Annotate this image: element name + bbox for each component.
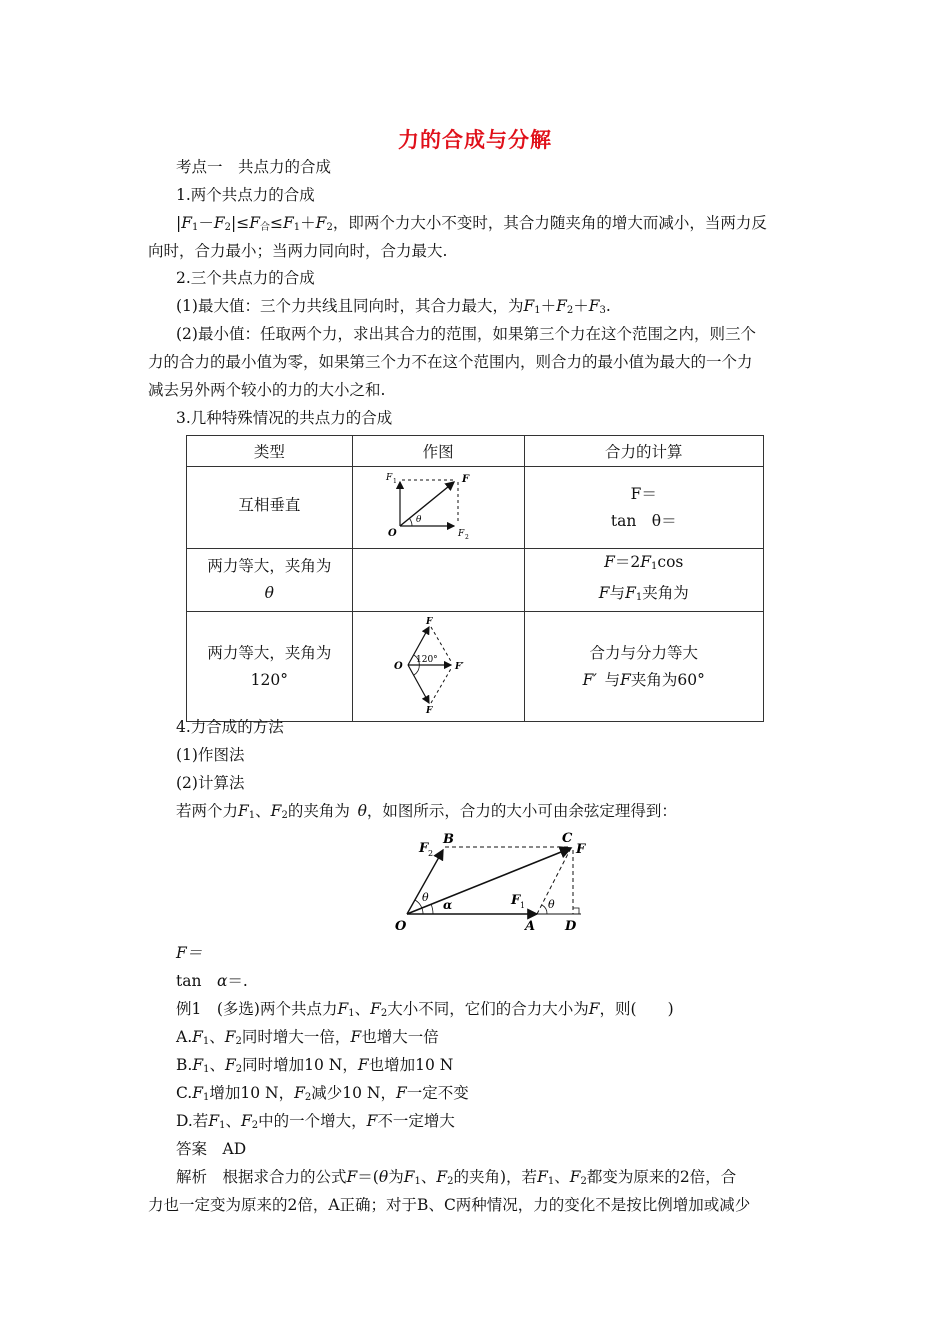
subheading-1: 1.两个共点力的合成 xyxy=(176,186,315,204)
special-cases-table xyxy=(186,435,764,722)
label-f: F xyxy=(576,842,586,857)
row2-calc: $F=2F_1\cos$ F与$F_1$夹角为 xyxy=(524,549,764,612)
table-header-diagram: 作图 xyxy=(352,436,524,467)
label-f-bottom: F xyxy=(426,705,433,715)
perpendicular-forces-diagram xyxy=(378,468,498,544)
row3-diagram xyxy=(352,612,524,722)
row1-type: 互相垂直 xyxy=(187,467,353,549)
row1-calc: F＝ tan θ＝ xyxy=(524,467,764,549)
table-row xyxy=(187,467,764,549)
table-row xyxy=(187,612,764,722)
paragraph-4: 若两个力$F_1$、$F_2$的夹角为 θ，如图所示，合力的大小可由余弦定理得到： xyxy=(176,802,677,821)
row3-calc: 合力与分力等大 F′ 与F夹角为60° xyxy=(524,612,764,722)
label-a: A xyxy=(525,919,536,934)
paragraph-1-line-2: 向时，合力最小；当两力同向时，合力最大. xyxy=(148,242,448,260)
label-theta-1: θ xyxy=(422,891,429,904)
paragraph-2-2-line-2: 力的合力的最小值为零，如果第三个力不在这个范围内，则合力的最小值为最大的一个力 xyxy=(148,353,753,371)
label-f1: F xyxy=(386,472,393,483)
subheading-3: 3.几种特殊情况的共点力的合成 xyxy=(176,409,393,427)
parallelogram-diagram xyxy=(385,826,595,936)
subheading-4: 4.力合成的方法 xyxy=(176,718,284,736)
option-d: D.若$F_1$、$F_2$中的一个增大，F不一定增大 xyxy=(176,1112,455,1131)
label-angle: 120° xyxy=(416,654,438,665)
row1-diagram xyxy=(352,467,524,549)
svg-text:2: 2 xyxy=(428,849,434,858)
svg-text:2: 2 xyxy=(465,533,469,541)
label-f-prime: F′ xyxy=(455,661,464,672)
label-b: B xyxy=(443,832,454,847)
table-header-type: 类型 xyxy=(187,436,353,467)
label-f2: F xyxy=(458,528,465,539)
row2-diagram xyxy=(352,549,524,612)
example-question: 例1 (多选)两个共点力$F_1$、$F_2$大小不同，它们的合力大小为F，则( ) xyxy=(176,1000,674,1019)
label-o: O xyxy=(395,919,407,934)
label-alpha: α xyxy=(443,898,453,912)
label-theta: θ xyxy=(416,514,422,525)
answer: 答案 AD xyxy=(176,1140,247,1158)
label-o: O xyxy=(388,527,397,539)
svg-text:1: 1 xyxy=(520,901,526,910)
paragraph-1-line-1: $|F_1-F_2|\le F_合\le F_1+F_2$，即两个力大小不变时，其合力随夹角的增大而减小，当两力反 xyxy=(176,214,767,233)
svg-text:1: 1 xyxy=(393,477,397,485)
label-theta-2: θ xyxy=(548,898,555,911)
section-heading: 考点一 共点力的合成 xyxy=(176,158,332,176)
row2-type: 两力等大，夹角为 θ xyxy=(187,549,353,612)
label-f2: F xyxy=(419,841,429,856)
row3-type: 两力等大，夹角为 120° xyxy=(187,612,353,722)
explanation-line-1: 解析 根据求合力的公式F＝(θ为$F_1$、$F_2$的夹角)，若$F_1$、$F_2$都变为原来的2倍，合 xyxy=(176,1168,737,1187)
label-c: C xyxy=(562,831,573,846)
option-a: $A.F_1$、$F_2$同时增大一倍，F也增大一倍 xyxy=(176,1028,439,1047)
label-o: O xyxy=(394,660,403,672)
table-row xyxy=(187,549,764,612)
label-f-top: F xyxy=(426,616,433,627)
method-2: (2)计算法 xyxy=(176,774,245,792)
subheading-2: 2.三个共点力的合成 xyxy=(176,269,315,287)
option-c: $C.F_1$增加10 N，$F_2$减少10 N，F一定不变 xyxy=(176,1084,469,1103)
paragraph-2-1: (1)最大值：三个力共线且同向时，其合力最大，为$F_1+F_2+F_3$. xyxy=(176,297,611,316)
formula-tan-alpha: tan α＝. xyxy=(176,972,248,990)
method-1: (1)作图法 xyxy=(176,746,245,764)
label-f: F xyxy=(462,473,470,485)
formula-f: F＝ xyxy=(176,944,203,962)
paragraph-2-2-line-1: (2)最小值：任取两个力，求出其合力的范围，如果第三个力在这个范围之内，则三个 xyxy=(176,325,756,343)
paragraph-2-2-line-3: 减去另外两个较小的力的大小之和. xyxy=(148,381,386,399)
label-f1: F xyxy=(511,893,521,908)
page-title: 力的合成与分解 xyxy=(398,127,552,152)
explanation-line-2: 力也一定变为原来的2倍，A正确；对于B、C两种情况，力的变化不是按比例增加或减少 xyxy=(148,1196,751,1214)
table-header-row xyxy=(187,436,764,467)
label-d: D xyxy=(565,919,577,934)
equal-forces-120-diagram xyxy=(378,615,498,715)
table-header-calc: 合力的计算 xyxy=(524,436,764,467)
option-b: $B.F_1$、$F_2$同时增加10 N，F也增加10 N xyxy=(176,1056,454,1075)
